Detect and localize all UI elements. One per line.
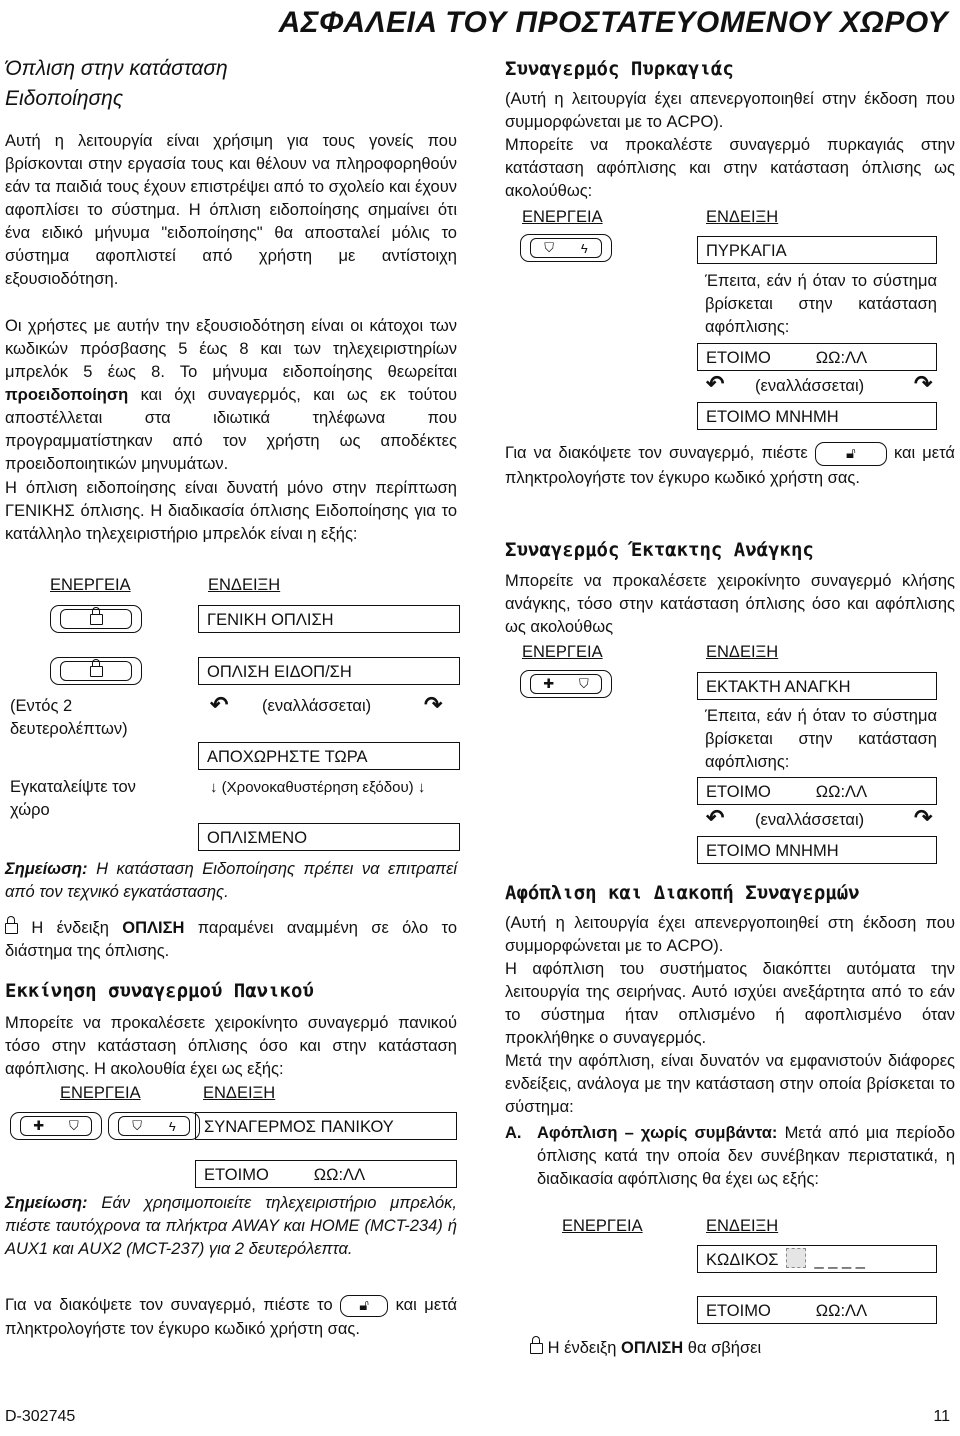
ready-text: ΕΤΟΙΜΟ — [204, 1166, 269, 1184]
heading-line-2: Ειδοποίησης — [5, 87, 124, 110]
swirl-left-icon: ↶ — [706, 805, 725, 830]
keyfob-fire-buttons[interactable] — [520, 234, 612, 262]
note-text: Εάν χρησιμοποιείτε τηλεχειριστήριο μπρελόκ, πιέστε ταυτόχρονα τα πλήκτρα AWAY και HOME (MCT-234) ή AUX1 και AUX2 (MCT-237) για 2 δευτερόλεπτα. — [5, 1194, 457, 1258]
text: Οι χρήστες με αυτήν την εξουσιοδότηση είναι οι κάτοχοι των κωδικών πρόσβασης 5 έως 8 και των τηλεχειριστηρίων μπρελόκ 5 έως 8. Το μήνυμα ειδοποίησης θεωρείται — [5, 317, 457, 381]
display-box: ΑΠΟΧΩΡΗΣΤΕ ΤΩΡΑ — [198, 742, 460, 770]
ready-text: ΕΤΟΙΜΟ — [706, 349, 771, 367]
time-text: ΩΩ:ΛΛ — [815, 1302, 868, 1320]
note-label: Σημείωση: — [5, 860, 88, 878]
display-box — [697, 343, 937, 371]
text: Η ένδειξη — [18, 919, 123, 937]
paragraph-acpo: (Αυτή η λειτουργία έχει απενεργοποιηθεί στην έκδοση που συμμορφώνεται με το ACPO). — [505, 90, 955, 131]
time-text: ΩΩ:ΛΛ — [815, 349, 868, 367]
code-placeholder: _ _ _ _ — [814, 1251, 865, 1269]
code-label: ΚΩΔΙΚΟΣ — [706, 1251, 779, 1269]
ready-text: ΕΤΟΙΜΟ — [706, 1302, 771, 1320]
unlock-icon: 🔓︎ — [846, 444, 856, 462]
bold-text: Αφόπλιση – χωρίς συμβάντα: — [537, 1124, 778, 1142]
display-box — [697, 1245, 937, 1273]
plus-icon: ✚ — [543, 676, 555, 691]
delay-row — [210, 776, 425, 799]
paragraph-panic: Μπορείτε να προκαλέσετε χειροκίνητο συναγερμό πανικού τόσο στην κατάσταση όπλισης όσο και στην κατάσταση αφόπλισης. Η ακολουθία έχει ως εξής: — [5, 1014, 457, 1078]
arrow-down-icon: ↓ — [210, 779, 222, 796]
text: και μετά πληκτρολογήστε τον έγκυρο κωδικό χρήστη σας. — [505, 444, 955, 487]
case-text — [537, 1122, 955, 1191]
display-box: ΓΕΝΙΚΗ ΟΠΛΙΣΗ — [198, 605, 460, 633]
unlock-icon: 🔓︎ — [359, 1296, 369, 1314]
heading-line-1: Όπλιση στην κατάσταση — [5, 57, 228, 80]
within-note: (Εντός 2 δευτερολέπτων) — [10, 697, 128, 738]
note-keyfob — [5, 1192, 457, 1261]
display-box — [195, 1160, 457, 1188]
paragraph-fire: Μπορείτε να προκαλέστε συναγερμό πυρκαγιάς στην κατάσταση αφόπλισης και στην κατάσταση όπλισης ως ακολούθως: — [505, 136, 955, 200]
lock-icon — [90, 666, 103, 677]
column-header-action: ΕΝΕΡΓΕΙΑ — [50, 576, 131, 594]
swirl-right-icon: ↷ — [424, 692, 443, 717]
time-text: ΩΩ:ΛΛ — [313, 1166, 366, 1184]
paragraph-users — [5, 315, 457, 476]
display-box: ΕΚΤΑΚΤΗ ΑΝΑΓΚΗ — [697, 672, 937, 700]
stop-fire-instruction — [505, 441, 955, 490]
lock-icon — [530, 1343, 543, 1354]
paragraph-disarm: Η αφόπλιση του συστήματος διακόπτει αυτόματα την λειτουργία της σειρήνας. Αυτό ισχύει ανεξάρτητα από το εάν το σύστημα ήταν οπλισμένο ή αφοπλισμένο όταν προκλήθηκε ο συναγερμός. — [505, 960, 955, 1047]
shield-icon: ⛉ — [68, 1118, 79, 1133]
alternates-label: (εναλλάσσεται) — [755, 811, 865, 829]
display-box: ΕΤΟΙΜΟ ΜΝΗΜΗ — [697, 836, 937, 864]
keyfob-home-button[interactable] — [10, 1112, 102, 1140]
keyfob-away-button[interactable] — [50, 605, 142, 633]
cursor-block — [786, 1248, 806, 1268]
bold-text: προειδοποίηση — [5, 386, 129, 404]
column-header-action: ΕΝΕΡΓΕΙΑ — [562, 1217, 643, 1235]
column-header-action: ΕΝΕΡΓΕΙΑ — [60, 1084, 141, 1102]
alternates-label: (εναλλάσσεται) — [755, 377, 865, 395]
section-heading-disarm: Αφόπλιση και Διακοπή Συναγερμών — [505, 882, 860, 904]
text: παραμένει αναμμένη σε όλο το διάστημα της όπλισης. — [5, 919, 457, 960]
fire-icon: ϟ — [168, 1118, 176, 1134]
keyfob-emergency-buttons[interactable] — [520, 670, 612, 698]
ready-text: ΕΤΟΙΜΟ — [706, 783, 771, 801]
column-header-display: ΕΝΔΕΙΞΗ — [706, 208, 779, 226]
display-box: ΕΤΟΙΜΟ ΜΝΗΜΗ — [697, 402, 937, 430]
lock-icon — [90, 614, 103, 625]
section-heading-emergency: Συναγερμός Έκτακτης Ανάγκης — [505, 539, 814, 561]
note-label: Σημείωση: — [5, 1194, 88, 1212]
display-box: ΣΥΝΑΓΕΡΜΟΣ ΠΑΝΙΚΟΥ — [195, 1112, 457, 1140]
text: θα σβήσει — [683, 1339, 762, 1357]
plus-icon: ✚ — [33, 1118, 45, 1133]
note-text: Η κατάσταση Ειδοποίησης πρέπει να επιτραπεί από τον τεχνικό εγκατάστασης. — [5, 860, 457, 901]
bold-text: ΟΠΛΙΣΗ — [621, 1339, 684, 1357]
section-heading-notify — [5, 54, 457, 114]
document-code: D-302745 — [5, 1408, 76, 1425]
stop-alarm-instruction — [5, 1293, 457, 1341]
page-number: 11 — [933, 1408, 950, 1425]
case-label: Α. — [505, 1124, 522, 1142]
bold-text: ΟΠΛΙΣΗ — [122, 919, 185, 937]
keyfob-disarm-button[interactable] — [815, 442, 887, 466]
swirl-right-icon: ↷ — [914, 371, 933, 396]
swirl-right-icon: ↷ — [914, 805, 933, 830]
text: Για να διακόψετε τον συναγερμό, πιέστε — [505, 444, 808, 462]
display-box: ΟΠΛΙΣΗ ΕΙΔΟΠ/ΣΗ — [198, 657, 460, 685]
paragraph-procedure: Η όπλιση ειδοποίησης είναι δυνατή μόνο στην περίπτωση ΓΕΝΙΚΗΣ όπλισης. Η διαδικασία όπλισης Ειδοποίησης για το κατάλληλο τηλεχειριστήριο μπρελόκ είναι η εξής: — [5, 479, 457, 543]
column-header-display: ΕΝΔΕΙΞΗ — [706, 643, 779, 661]
delay-label: (Χρονοκαθυστέρηση εξόδου) — [221, 779, 414, 796]
paragraph-intro: Αυτή η λειτουργία είναι χρήσιμη για τους γονείς που βρίσκονται στην εργασία τους και θέλουν να πληροφορηθούν εάν τα παιδιά τους έχουν επιστρέψει από το σχολείο και έχουν αφοπλίσει το σύστημα. Η όπλιση ειδοποίησης σημαίνει ότι ένα ειδικό μήνυμα "ειδοποίησης" θα αποσταλεί μόλις το σύστημα αφοπλιστεί από χρήστη με αντίστοιχη εξουσιοδότηση. — [5, 132, 457, 288]
text: και μετά πληκτρολογήστε τον έγκυρο κωδικό χρήστη σας. — [5, 1296, 457, 1338]
time-text: ΩΩ:ΛΛ — [815, 783, 868, 801]
shield-icon: ⛉ — [132, 1118, 143, 1133]
note-installer — [5, 858, 457, 904]
paragraph-after-disarm: Μετά την αφόπλιση, είναι δυνατόν να εμφανιστούν διάφορες ενδείξεις, ανάλογα με την κατάσταση στην οποία βρίσκεται το σύστημα: — [505, 1052, 955, 1116]
keyfob-away-button[interactable] — [50, 657, 142, 685]
disarm-indicator-note — [530, 1337, 950, 1360]
section-heading-fire: Συναγερμός Πυρκαγιάς — [505, 58, 734, 80]
fire-icon: ϟ — [580, 240, 588, 256]
lock-icon — [5, 923, 18, 934]
column-header-display: ΕΝΔΕΙΞΗ — [706, 1217, 779, 1235]
leave-note: Εγκαταλείψτε τον χώρο — [10, 778, 136, 819]
text: Η ένδειξη — [543, 1339, 622, 1357]
section-heading-panic: Εκκίνηση συναγερμού Πανικού — [5, 980, 314, 1002]
shield-icon: ⛉ — [544, 240, 555, 255]
swirl-left-icon: ↶ — [210, 692, 229, 717]
display-box: ΠΥΡΚΑΓΙΑ — [697, 236, 937, 264]
paragraph-emergency: Μπορείτε να προκαλέσετε χειροκίνητο συναγερμό κλήσης ανάγκης, τόσο στην κατάσταση όπλισης όσο και αφόπλισης ως ακολούθως — [505, 572, 955, 636]
arrow-down-icon: ↓ — [413, 779, 426, 796]
column-header-action: ΕΝΕΡΓΕΙΑ — [522, 208, 603, 226]
keyfob-away-button[interactable] — [108, 1112, 200, 1140]
display-box: ΟΠΛΙΣΜΕΝΟ — [198, 823, 460, 851]
display-box — [697, 777, 937, 805]
text: Για να διακόψετε τον συναγερμό, πιέστε το — [5, 1296, 333, 1314]
column-header-display: ΕΝΔΕΙΞΗ — [203, 1084, 276, 1102]
disarmed-note: Έπειτα, εάν ή όταν το σύστημα βρίσκεται στην κατάσταση αφόπλισης: — [705, 707, 937, 771]
text: Μετά από μια περίοδο όπλισης κατά την οποία δεν συνέβηκαν περιστατικά, η διαδικασία αφόπλισης θα έχει ως εξής: — [537, 1124, 956, 1188]
case-a — [505, 1122, 955, 1191]
paragraph-acpo-2: (Αυτή η λειτουργία έχει απενεργοποιηθεί στη έκδοση που συμμορφώνεται με το ACPO). — [505, 914, 955, 955]
column-header-action: ΕΝΕΡΓΕΙΑ — [522, 643, 603, 661]
alternates-label: (εναλλάσσεται) — [262, 697, 372, 715]
swirl-left-icon: ↶ — [706, 371, 725, 396]
arming-indicator-note — [5, 917, 457, 963]
column-header-display: ΕΝΔΕΙΞΗ — [208, 576, 281, 594]
page-title: ΑΣΦΑΛΕΙΑ ΤΟΥ ΠΡΟΣΤΑΤΕΥΟΜΕΝΟΥ ΧΩΡΟΥ — [278, 6, 948, 39]
disarmed-note: Έπειτα, εάν ή όταν το σύστημα βρίσκεται στην κατάσταση αφόπλισης: — [705, 272, 937, 336]
display-box — [697, 1296, 937, 1324]
keyfob-disarm-button[interactable] — [340, 1295, 388, 1317]
text: και όχι συναγερμός, και ως εκ τούτου αποστέλλεται στα ιδιωτικά τηλέφωνα που προγραμματίστηκαν από τον χρήστη ως αποδέκτες προειδοποιητικών μηνυμάτων. — [5, 386, 457, 473]
shield-icon: ⛉ — [578, 676, 589, 691]
